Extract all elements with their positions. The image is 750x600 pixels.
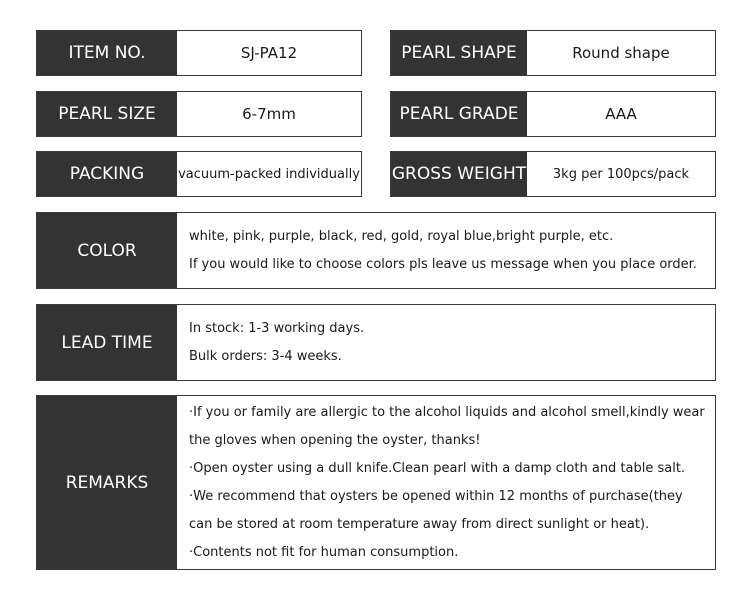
pearl-size-label: PEARL SIZE — [37, 92, 177, 136]
lead-time-line: Bulk orders: 3-4 weeks. — [189, 348, 342, 364]
pearl-size-value: 6-7mm — [242, 105, 296, 123]
gross-weight-row — [390, 151, 716, 197]
pearl-grade-label: PEARL GRADE — [391, 92, 527, 136]
item-no-row — [36, 30, 362, 76]
remarks-line: ·Open oyster using a dull knife.Clean pearl with a damp cloth and table salt. — [189, 460, 686, 476]
lead-time-section — [36, 304, 716, 381]
pearl-shape-row — [390, 30, 716, 76]
remarks-line: the gloves when opening the oyster, thanks! — [189, 432, 481, 448]
color-line: If you would like to choose colors pls leave us message when you place order. — [189, 256, 697, 272]
pearl-shape-label: PEARL SHAPE — [391, 31, 527, 75]
pearl-grade-row — [390, 91, 716, 137]
packing-row — [36, 151, 362, 197]
item-no-label: ITEM NO. — [37, 31, 177, 75]
remarks-line: ·Contents not fit for human consumption. — [189, 544, 459, 560]
color-text — [177, 213, 715, 288]
item-no-value: SJ-PA12 — [240, 44, 298, 62]
remarks-line: ·We recommend that oysters be opened within 12 months of purchase(they — [189, 488, 683, 504]
remarks-line: ·If you or family are allergic to the alcohol liquids and alcohol smell,kindly wear — [189, 404, 705, 420]
pearl-size-row — [36, 91, 362, 137]
color-label: COLOR — [37, 213, 177, 288]
lead-time-line: In stock: 1-3 working days. — [189, 320, 365, 336]
color-line: white, pink, purple, black, red, gold, royal blue,bright purple, etc. — [189, 228, 614, 244]
packing-label: PACKING — [37, 152, 177, 196]
packing-value: vacuum-packed individually — [178, 166, 360, 182]
remarks-text — [177, 396, 715, 569]
remarks-label: REMARKS — [37, 396, 177, 569]
pearl-grade-value: AAA — [605, 105, 637, 123]
remarks-section — [36, 395, 716, 570]
remarks-line: can be stored at room temperature away from direct sunlight or heat). — [189, 516, 650, 532]
lead-time-text — [177, 305, 715, 380]
color-section — [36, 212, 716, 289]
gross-weight-value: 3kg per 100pcs/pack — [552, 166, 690, 182]
lead-time-label: LEAD TIME — [37, 305, 177, 380]
pearl-shape-value: Round shape — [572, 44, 670, 62]
gross-weight-label: GROSS WEIGHT — [391, 152, 527, 196]
